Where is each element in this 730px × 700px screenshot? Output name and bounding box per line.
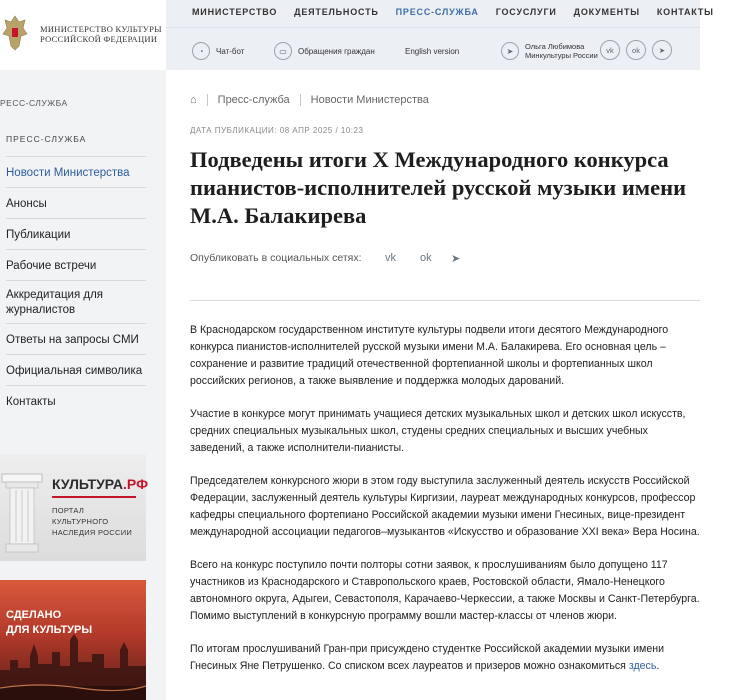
top-navigation bbox=[166, 0, 714, 70]
paragraph-1: В Краснодарском государственном институте культуры подвели итоги десятого Международного конкурса пианистов-исполнителей русской музыки имени М.А. Балакирева. Его основная цель – сохранение и развитие традиций отечественной фортепианной школы и фортепианных школ российских регионов, а также выявление и поддержка молодых дарований. bbox=[190, 324, 669, 387]
kultura-domain: .РФ bbox=[123, 476, 149, 492]
chat-icon: ◔ bbox=[192, 42, 210, 60]
breadcrumb bbox=[190, 94, 429, 106]
left-sidebar bbox=[0, 0, 166, 700]
nav-documents[interactable]: ДОКУМЕНТЫ bbox=[573, 7, 640, 17]
nav-press-service[interactable]: ПРЕСС-СЛУЖБА bbox=[395, 7, 479, 17]
paragraph-5: По итогам прослушиваний Гран-при присуждено студентке Российской академии музыки имени Гнесиных Яне Петрушенко. Со списком всех лауреатов и призеров можно ознакомиться здесь. bbox=[190, 643, 664, 672]
appeals-label: Обращения граждан bbox=[298, 46, 375, 56]
share-label: Опубликовать в социальных сетях: bbox=[190, 252, 362, 264]
coat-of-arms-icon bbox=[2, 14, 28, 52]
nav-gosuslugi[interactable]: ГОСУСЛУГИ bbox=[495, 7, 557, 17]
breadcrumb-press-service[interactable]: Пресс-служба bbox=[217, 94, 290, 106]
nav-divider bbox=[166, 27, 700, 28]
telegram-icon: ➤ bbox=[501, 42, 519, 60]
nav-ministry[interactable]: МИНИСТЕРСТВО bbox=[192, 7, 278, 17]
kultura-divider bbox=[52, 496, 136, 498]
paragraph-4: Всего на конкурс поступило почти полторы сотни заявок, к прослушиваниям было допущено 117 участников из Краснодарского и Ставропольского краев, Ростовской области, Ямало-Ненецкого автономного округа, Адыгеи, Севастополя, Карачаево-Черкессии, а также Москвы и Санкт-Петербурга. Помимо выступлений в конкурсную программу вошли мастер-классы от членов жюри. bbox=[190, 559, 700, 622]
chatbot-link[interactable] bbox=[192, 40, 244, 62]
kultura-title-text: КУЛЬТУРА bbox=[52, 476, 124, 492]
city-skyline-image bbox=[0, 630, 146, 700]
kultura-sub-3: НАСЛЕДИЯ РОССИИ bbox=[52, 528, 133, 537]
odnoklassniki-icon[interactable]: ok bbox=[626, 40, 646, 60]
publication-date: ДАТА ПУБЛИКАЦИИ: 08 АПР 2025 / 10:23 bbox=[190, 126, 364, 135]
person-subtitle: Минкультуры России bbox=[525, 51, 598, 60]
paragraph-2: Участие в конкурсе могут принимать учащиеся детских музыкальных школ и детских школ искусств, средних специальных музыкальных школ, студены средних специальных и высших учебных заведений, а также исполнители-пианисты. bbox=[190, 408, 686, 454]
sidebar-section-title: ПРЕСС-СЛУЖБА bbox=[6, 134, 87, 144]
logo-line-2: РОССИЙСКОЙ ФЕДЕРАЦИИ bbox=[40, 34, 158, 44]
article-title: Подведены итоги X Международного конкурса пианистов-исполнителей русской музыки имени М.А. Балакирева bbox=[190, 147, 687, 228]
telegram-social-icon[interactable]: ➤ bbox=[652, 40, 672, 60]
column-icon bbox=[2, 474, 42, 552]
sidebar-item-official-symbols[interactable]: Официальная символика bbox=[6, 354, 146, 385]
kultura-sub-2: КУЛЬТУРНОГО bbox=[52, 517, 109, 526]
sdelano-line-2: ДЛЯ КУЛЬТУРЫ bbox=[6, 624, 93, 636]
laureates-list-link[interactable]: здесь bbox=[628, 660, 657, 672]
sidebar-item-ministry-news[interactable]: Новости Министерства bbox=[6, 156, 146, 187]
ministry-logo[interactable] bbox=[0, 0, 166, 70]
vk-icon[interactable]: vk bbox=[600, 40, 620, 60]
content-divider bbox=[190, 300, 700, 301]
share-vk-icon[interactable]: vk bbox=[385, 252, 396, 264]
sidebar-item-working-meetings[interactable]: Рабочие встречи bbox=[6, 249, 146, 280]
document-icon: ▭ bbox=[274, 42, 292, 60]
home-icon[interactable]: ⌂ bbox=[190, 94, 197, 106]
sidebar-item-contacts[interactable]: Контакты bbox=[6, 385, 146, 416]
sidebar-breadcrumb[interactable]: РЕСС-СЛУЖБА bbox=[0, 98, 68, 108]
sdelano-dlya-kultury-banner[interactable] bbox=[0, 580, 146, 700]
sidebar-item-publications[interactable]: Публикации bbox=[6, 218, 146, 249]
breadcrumb-ministry-news[interactable]: Новости Министерства bbox=[310, 94, 429, 106]
sidebar-menu bbox=[6, 156, 146, 416]
kultura-sub-1: ПОРТАЛ bbox=[52, 506, 85, 515]
paragraph-3: Председателем конкурсного жюри в этом году выступила заслуженный деятель искусств Российской Федерации, заслуженный деятель культуры Киргизии, лауреат международных конкурсов, профессор кафедры специального фортепиано Российской академии музыки имени Гнесиных, вице-президент международной ассоциации педагогов–музыкантов «Искусство и образование XXI века» Вера Носина. bbox=[190, 475, 700, 538]
citizen-appeals-link[interactable] bbox=[274, 40, 375, 62]
sdelano-line-1: СДЕЛАНО bbox=[6, 609, 62, 621]
article-body bbox=[190, 322, 720, 691]
english-label: English version bbox=[405, 46, 460, 56]
person-name: Ольга Любимова bbox=[525, 42, 585, 51]
share-ok-icon[interactable]: ok bbox=[420, 252, 432, 264]
sidebar-item-announcements[interactable]: Анонсы bbox=[6, 187, 146, 218]
sidebar-item-media-responses[interactable]: Ответы на запросы СМИ bbox=[6, 323, 146, 354]
logo-line-1: МИНИСТЕРСТВО КУЛЬТУРЫ bbox=[40, 24, 162, 34]
kultura-rf-banner[interactable] bbox=[0, 454, 149, 561]
english-version-link[interactable] bbox=[405, 40, 459, 62]
lyubimova-telegram-link[interactable] bbox=[501, 40, 598, 62]
chatbot-label: Чат-бот bbox=[216, 46, 245, 56]
nav-contacts[interactable]: КОНТАКТЫ bbox=[656, 7, 714, 17]
nav-activity[interactable]: ДЕЯТЕЛЬНОСТЬ bbox=[294, 7, 379, 17]
share-telegram-icon[interactable]: ➤ bbox=[451, 253, 461, 265]
sidebar-item-accreditation[interactable]: Аккредитация для журналистов bbox=[6, 280, 146, 323]
